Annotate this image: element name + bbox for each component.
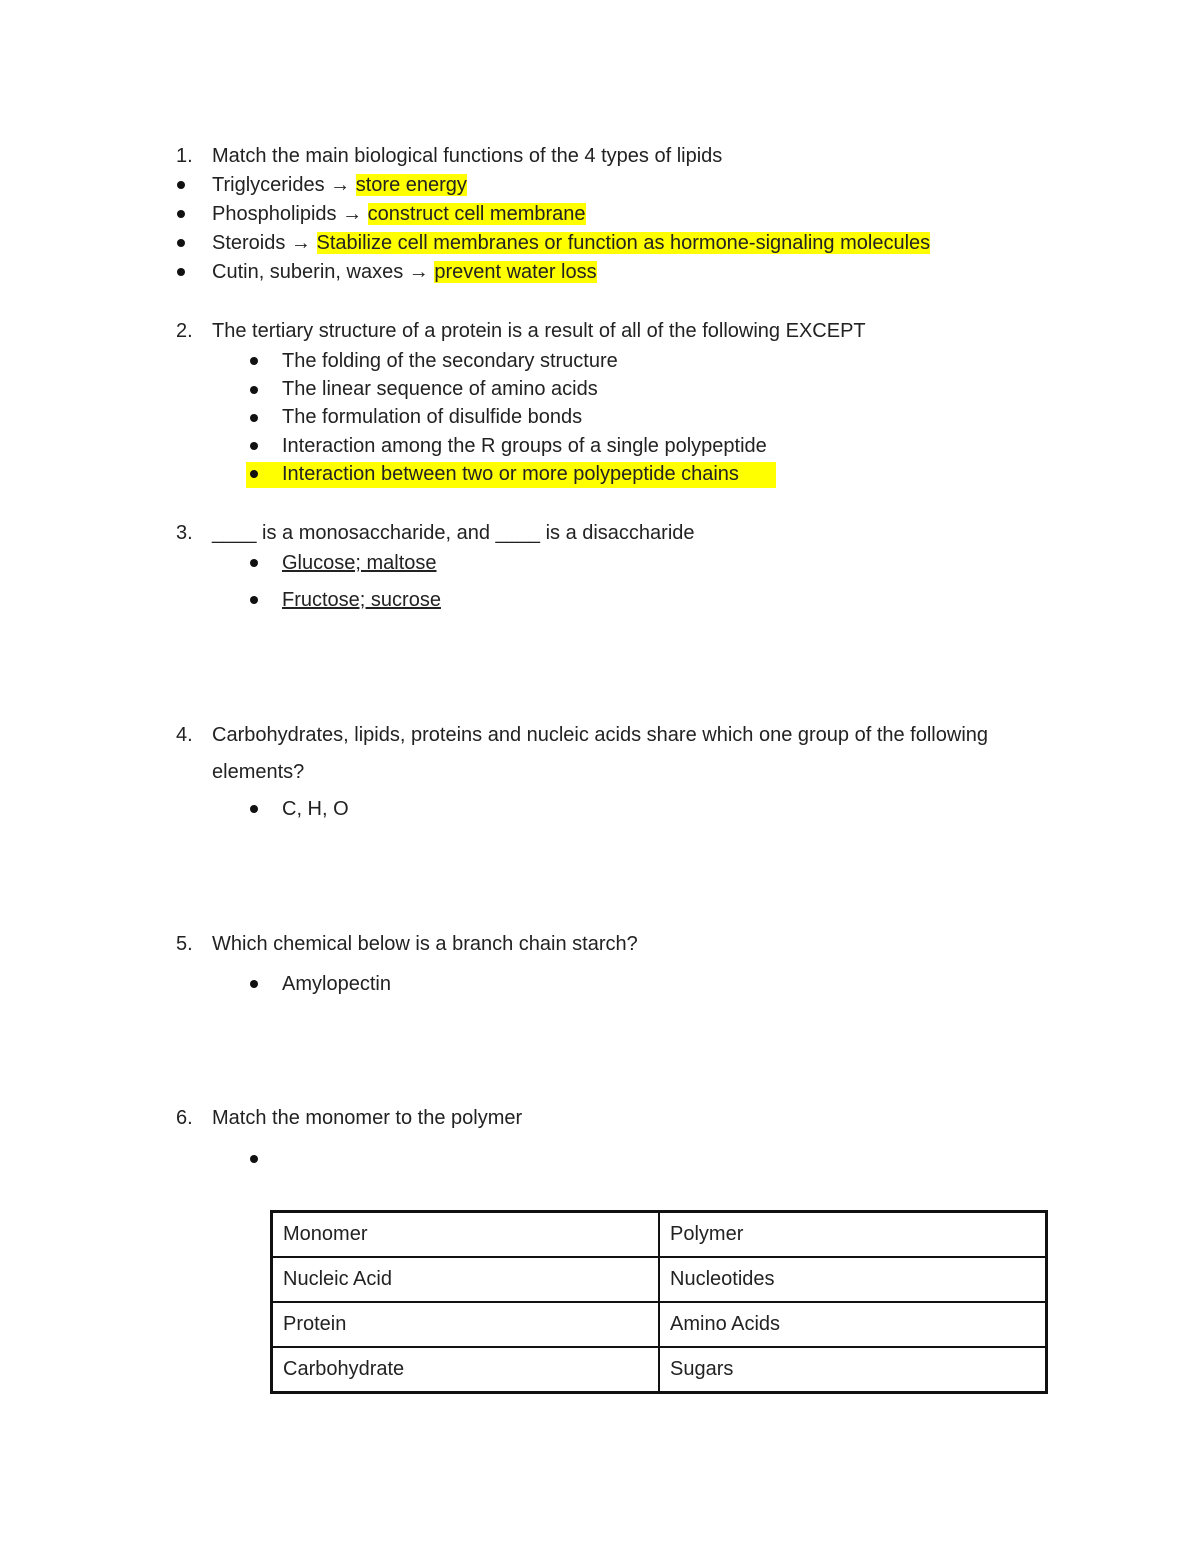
bullet-icon (177, 268, 185, 276)
question-2-text: The tertiary structure of a protein is a result of all of the following EXCEPT (212, 320, 866, 342)
bullet-icon (177, 181, 185, 189)
table-cell: Carbohydrate (272, 1347, 660, 1393)
table-header-cell: Monomer (272, 1212, 660, 1258)
bullet-icon (250, 442, 258, 450)
question-6-text: Match the monomer to the polymer (212, 1107, 523, 1129)
option-item: The linear sequence of amino acids (282, 378, 598, 400)
question-3-number: 3. (176, 522, 193, 544)
question-4-text-line2: elements? (212, 761, 305, 783)
bullet-icon (250, 805, 258, 813)
lipid-answer: store energy (355, 174, 467, 196)
lipid-item-waxes (212, 258, 597, 286)
lipid-answer: construct cell membrane (367, 203, 586, 225)
option-item-correct: Interaction between two or more polypeptide chains (282, 463, 739, 485)
table-cell: Nucleic Acid (272, 1257, 660, 1302)
question-1-number: 1. (176, 145, 193, 167)
bullet-icon (250, 386, 258, 394)
bullet-icon (250, 1155, 258, 1163)
table-cell: Amino Acids (659, 1302, 1047, 1347)
bullet-icon (250, 980, 258, 988)
table-row (272, 1212, 1047, 1258)
table-cell: Nucleotides (659, 1257, 1047, 1302)
bullet-icon (250, 357, 258, 365)
bullet-icon (250, 596, 258, 604)
bullet-icon (177, 239, 185, 247)
lipid-answer: prevent water loss (434, 261, 597, 283)
lipid-item-phospholipids (212, 200, 586, 228)
question-4-number: 4. (176, 724, 193, 746)
lipid-answer: Stabilize cell membranes or function as hormone-signaling molecules (316, 232, 931, 254)
table-header-cell: Polymer (659, 1212, 1047, 1258)
lipid-term: Cutin, suberin, waxes → (212, 261, 429, 283)
question-5-text: Which chemical below is a branch chain starch? (212, 933, 638, 955)
question-2-number: 2. (176, 320, 193, 342)
lipid-term: Phospholipids → (212, 203, 363, 225)
lipid-term: Triglycerides → (212, 174, 351, 196)
table-row (272, 1347, 1047, 1393)
option-item: The formulation of disulfide bonds (282, 406, 583, 428)
table-row (272, 1302, 1047, 1347)
option-item: Interaction among the R groups of a single polypeptide (282, 435, 767, 457)
option-item: The folding of the secondary structure (282, 350, 618, 372)
question-6-number: 6. (176, 1107, 193, 1129)
table-row (272, 1257, 1047, 1302)
answer-item: Amylopectin (282, 973, 391, 995)
lipid-term: Steroids → (212, 232, 311, 254)
lipid-item-steroids (212, 229, 930, 257)
lipid-item-triglycerides (212, 171, 467, 199)
table-cell: Sugars (659, 1347, 1047, 1393)
monomer-polymer-table (270, 1210, 1048, 1394)
bullet-icon (250, 414, 258, 422)
answer-item: Fructose; sucrose (282, 589, 441, 611)
table-cell: Protein (272, 1302, 660, 1347)
question-4-text-line1: Carbohydrates, lipids, proteins and nucleic acids share which one group of the following (212, 724, 989, 746)
answer-item: C, H, O (282, 798, 349, 820)
bullet-icon (250, 470, 258, 478)
bullet-icon (250, 559, 258, 567)
question-1-text: Match the main biological functions of the 4 types of lipids (212, 145, 723, 167)
question-3-text: ____ is a monosaccharide, and ____ is a disaccharide (212, 522, 695, 544)
answer-item: Glucose; maltose (282, 552, 437, 574)
question-5-number: 5. (176, 933, 193, 955)
bullet-icon (177, 210, 185, 218)
